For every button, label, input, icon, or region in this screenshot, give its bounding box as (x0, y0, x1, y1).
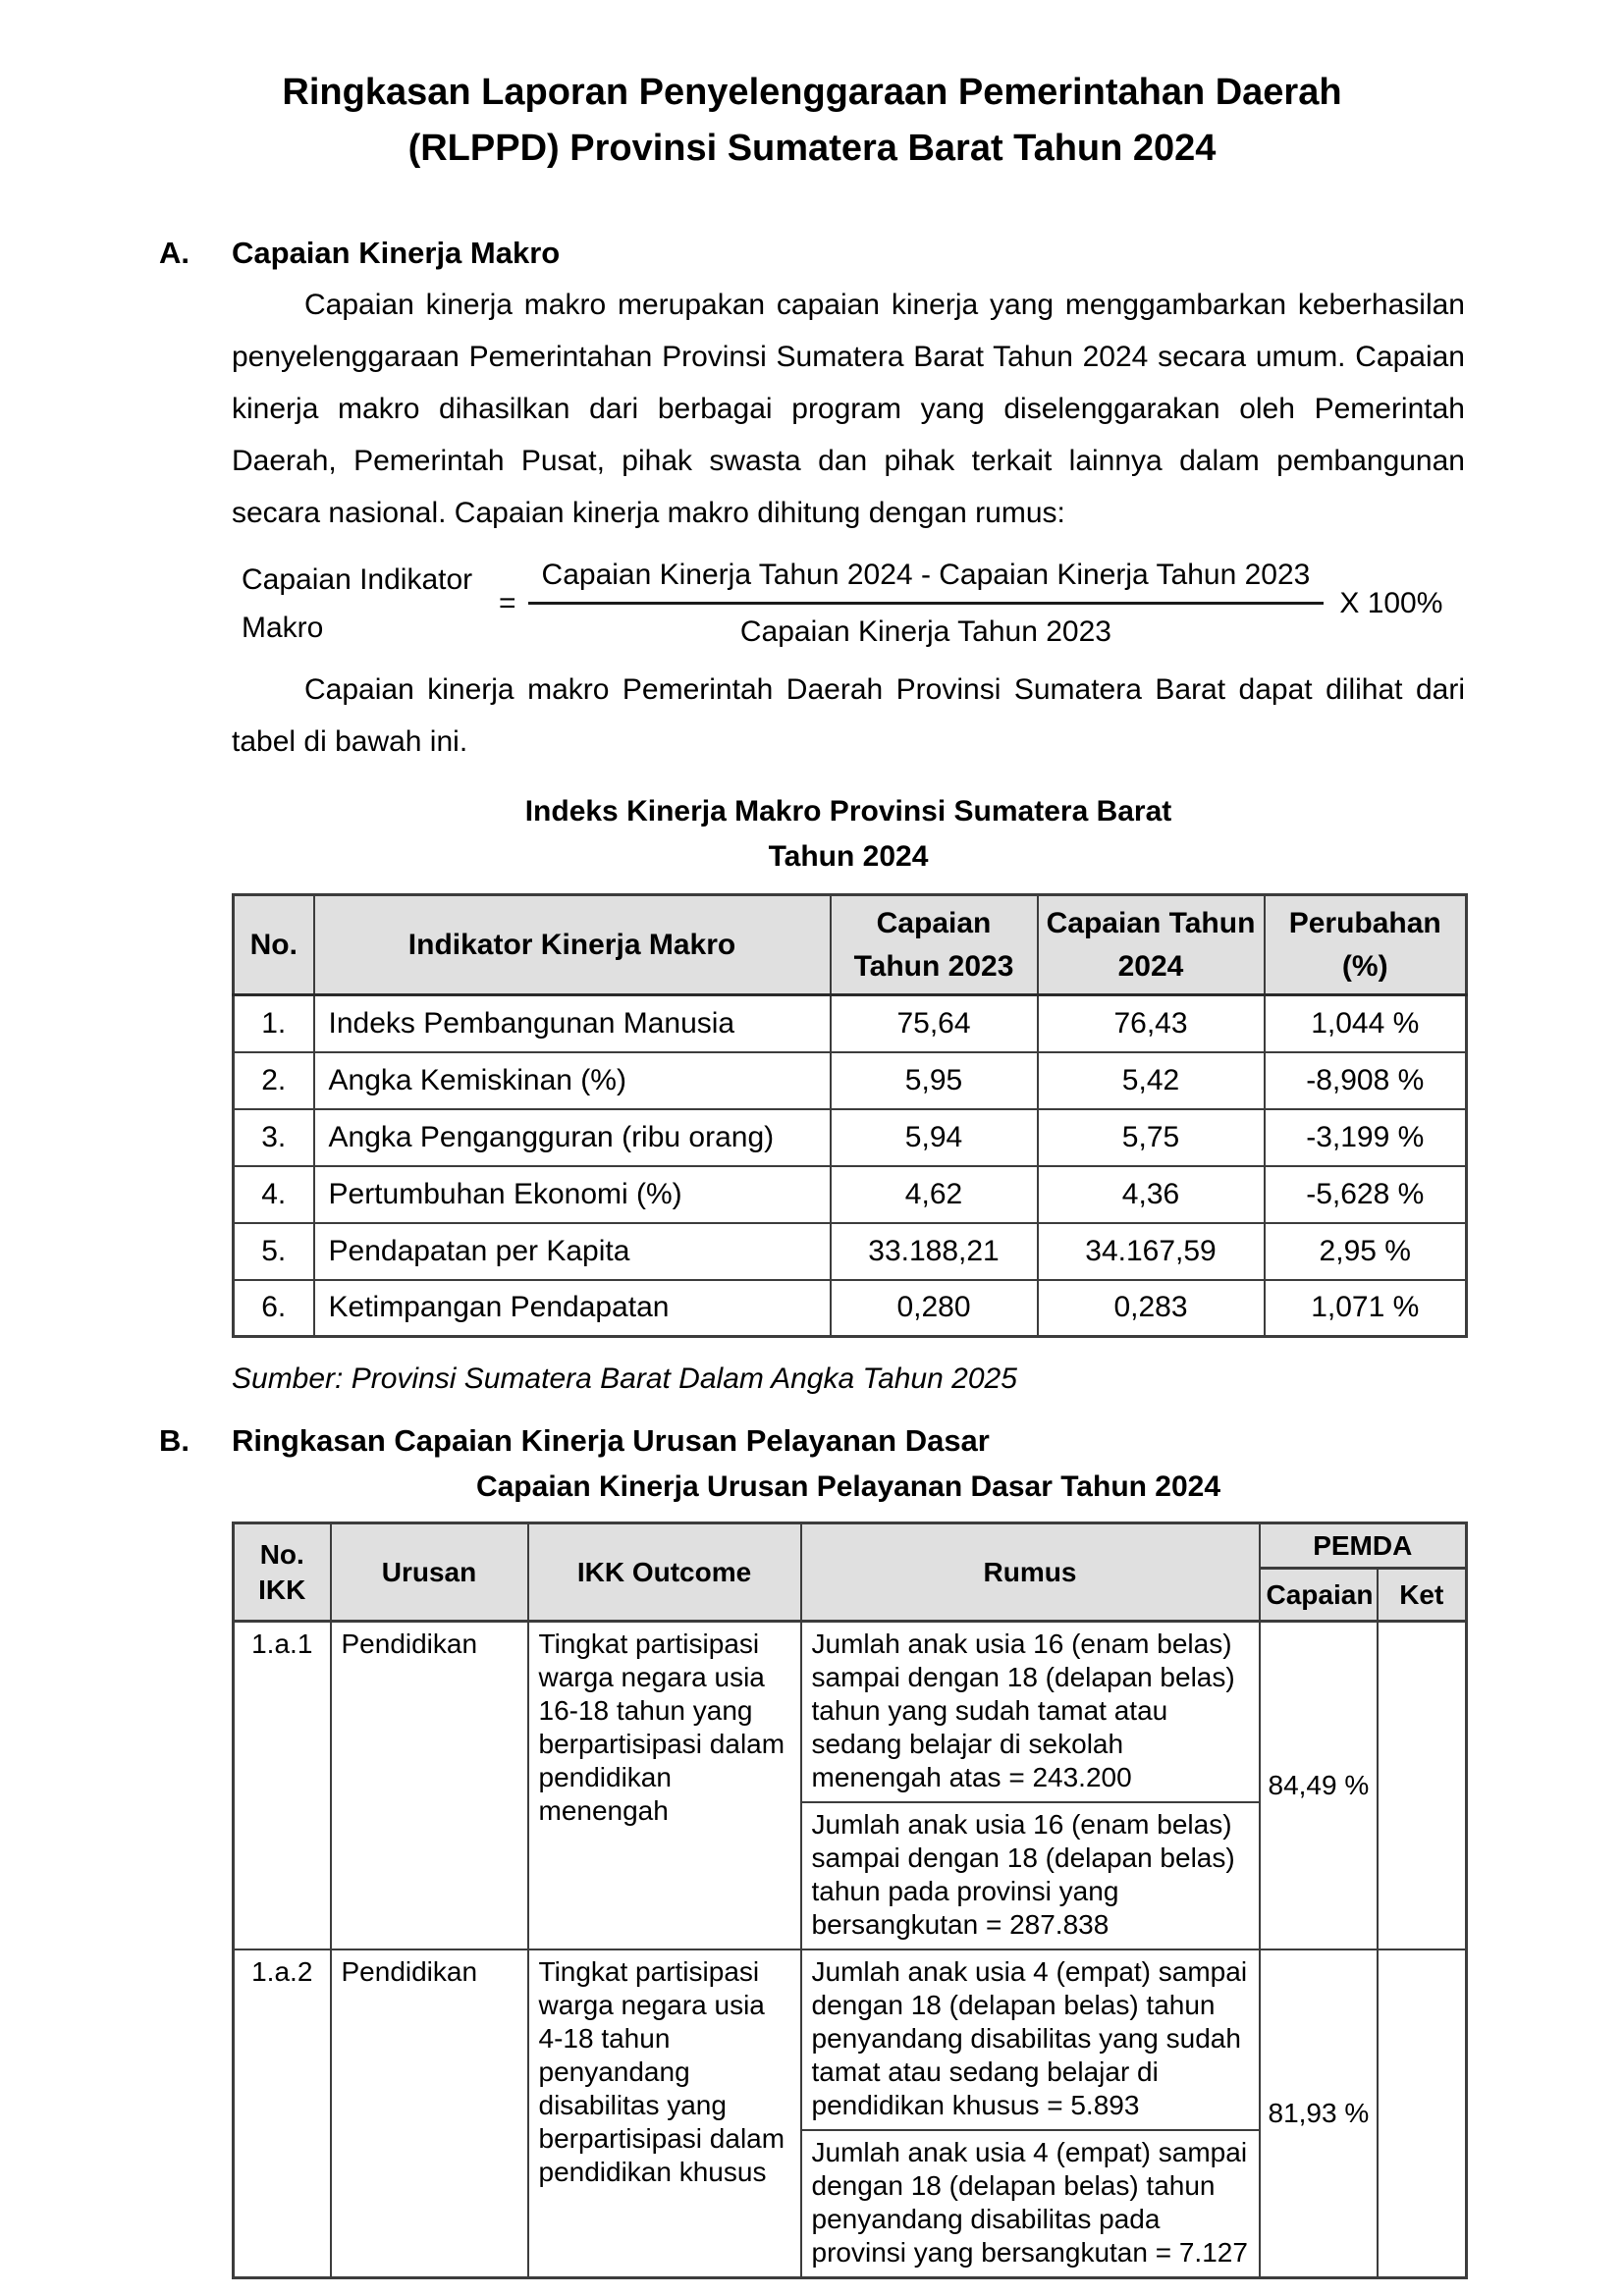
document-title-line1: Ringkasan Laporan Penyelenggaraan Pemerintahan Daerah (282, 72, 1342, 113)
table-row (234, 1223, 1467, 1280)
macro-table-header (234, 895, 1467, 995)
cell-capaian: 81,93 % (1260, 1949, 1378, 2278)
cell-rumus-denominator: Jumlah anak usia 16 (enam belas) sampai dengan 18 (delapan belas) tahun pada provinsi yang bersangkutan = 287.838 (801, 1802, 1260, 1949)
cell-no: 1. (234, 995, 314, 1052)
cell-perubahan: -3,199 % (1265, 1109, 1467, 1166)
cell-capaian-2024: 34.167,59 (1038, 1223, 1265, 1280)
cell-capaian-2023: 0,280 (831, 1280, 1038, 1337)
cell-capaian-2024: 0,283 (1038, 1280, 1265, 1337)
macro-formula (242, 551, 1547, 656)
service-table-title: Capaian Kinerja Urusan Pelayanan Dasar Tahun 2024 (475, 1470, 1221, 1503)
header-no: No. (234, 895, 314, 995)
cell-perubahan: 2,95 % (1265, 1223, 1467, 1280)
header-rumus: Rumus (801, 1523, 1260, 1622)
header-capaian-2023: Capaian Tahun 2023 (831, 895, 1038, 995)
cell-rumus-numerator: Jumlah anak usia 16 (enam belas) sampai dengan 18 (delapan belas) tahun yang sudah tamat atau sedang belajar di sekolah menengah atas = 243.200 (801, 1622, 1260, 1803)
header-urusan: Urusan (331, 1523, 528, 1622)
cell-ikk-outcome: Tingkat partisipasi warga negara usia 4-18 tahun penyandang disabilitas yang berpartisipasi dalam pendidikan khusus (528, 1949, 801, 2278)
table-row (234, 1280, 1467, 1337)
formula-denominator: Capaian Kinerja Tahun 2023 (739, 615, 1111, 648)
cell-capaian: 84,49 % (1260, 1622, 1378, 1950)
header-pemda: PEMDA (1260, 1523, 1467, 1569)
cell-indicator: Indeks Pembangunan Manusia (314, 995, 831, 1052)
table-row (234, 1109, 1467, 1166)
formula-label-line2: Makro (242, 611, 324, 644)
header-capaian-2024: Capaian Tahun 2024 (1038, 895, 1265, 995)
macro-indicators-table (232, 893, 1468, 1338)
service-performance-table (232, 1522, 1468, 2279)
table-row (234, 1052, 1467, 1109)
section-a-title: Capaian Kinerja Makro (232, 236, 561, 270)
header-no-ikk: No. IKK (234, 1523, 331, 1622)
section-a-paragraph-2: Capaian kinerja makro Pemerintah Daerah Provinsi Sumatera Barat dapat dilihat dari tabel di bawah ini. (232, 673, 1465, 758)
section-a-paragraph-1: Capaian kinerja makro merupakan capaian kinerja yang menggambarkan keberhasilan penyelenggaraan Pemerintahan Provinsi Sumatera Barat Tahun 2024 secara umum. Capaian kinerja makro dihasilkan dari berbagai program yang diselenggarakan oleh Pemerintah Daerah, Pemerintah Pusat, pihak swasta dan pihak terkait lainnya dalam pembangunan secara nasional. Capaian kinerja makro dihitung dengan rumus: (232, 289, 1465, 529)
document-title-line2: (RLPPD) Provinsi Sumatera Barat Tahun 2024 (407, 128, 1217, 169)
cell-rumus-numerator: Jumlah anak usia 4 (empat) sampai dengan 18 (delapan belas) tahun penyandang disabilitas yang sudah tamat atau sedang belajar di pendidikan khusus = 5.893 (801, 1949, 1260, 2130)
formula-numerator: Capaian Kinerja Tahun 2024 - Capaian Kinerja Tahun 2023 (528, 551, 1325, 605)
cell-rumus-denominator: Jumlah anak usia 4 (empat) sampai dengan 18 (delapan belas) tahun penyandang disabilitas pada provinsi yang bersangkutan = 7.127 (801, 2130, 1260, 2278)
cell-capaian-2024: 5,75 (1038, 1109, 1265, 1166)
cell-ikk-outcome: Tingkat partisipasi warga negara usia 16-18 tahun yang berpartisipasi dalam pendidikan menengah (528, 1622, 801, 1950)
formula-fraction (528, 551, 1325, 656)
cell-indicator: Angka Kemiskinan (%) (314, 1052, 831, 1109)
formula-label (242, 556, 499, 652)
header-perubahan: Perubahan (%) (1265, 895, 1467, 995)
cell-indicator: Pendapatan per Kapita (314, 1223, 831, 1280)
document-title (159, 65, 1465, 177)
formula-multiplier: X 100% (1339, 587, 1443, 619)
cell-perubahan: -5,628 % (1265, 1166, 1467, 1223)
cell-no: 6. (234, 1280, 314, 1337)
table-row (234, 1949, 1467, 2130)
formula-equals-sign: = (499, 587, 516, 619)
cell-ket (1378, 1949, 1467, 2278)
macro-table-title-line1: Indeks Kinerja Makro Provinsi Sumatera Barat (524, 795, 1172, 828)
cell-indicator: Ketimpangan Pendapatan (314, 1280, 831, 1337)
header-indicator: Indikator Kinerja Makro (314, 895, 831, 995)
cell-indicator: Pertumbuhan Ekonomi (%) (314, 1166, 831, 1223)
cell-capaian-2024: 5,42 (1038, 1052, 1265, 1109)
formula-label-line1: Capaian Indikator (242, 562, 473, 596)
section-a-label: A. (159, 236, 189, 270)
header-ikk-outcome: IKK Outcome (528, 1523, 801, 1622)
section-b-heading (159, 1423, 1465, 1459)
cell-urusan: Pendidikan (331, 1622, 528, 1950)
section-b-label: B. (159, 1423, 189, 1458)
cell-no-ikk: 1.a.1 (234, 1622, 331, 1950)
cell-capaian-2023: 5,94 (831, 1109, 1038, 1166)
table-source-note: Sumber: Provinsi Sumatera Barat Dalam Angka Tahun 2025 (232, 1362, 1017, 1395)
service-table-header (234, 1523, 1467, 1622)
cell-no-ikk: 1.a.2 (234, 1949, 331, 2278)
table-row (234, 995, 1467, 1052)
cell-no: 4. (234, 1166, 314, 1223)
cell-perubahan: 1,071 % (1265, 1280, 1467, 1337)
cell-capaian-2023: 33.188,21 (831, 1223, 1038, 1280)
table-row (234, 1622, 1467, 1803)
cell-no: 5. (234, 1223, 314, 1280)
cell-urusan: Pendidikan (331, 1949, 528, 2278)
header-capaian: Capaian (1260, 1569, 1378, 1622)
cell-capaian-2023: 75,64 (831, 995, 1038, 1052)
cell-indicator: Angka Pengangguran (ribu orang) (314, 1109, 831, 1166)
cell-capaian-2024: 4,36 (1038, 1166, 1265, 1223)
macro-table-title (232, 789, 1465, 880)
cell-capaian-2023: 5,95 (831, 1052, 1038, 1109)
section-b-title: Ringkasan Capaian Kinerja Urusan Pelayanan Dasar (232, 1423, 990, 1458)
cell-perubahan: -8,908 % (1265, 1052, 1467, 1109)
cell-no: 3. (234, 1109, 314, 1166)
header-ket: Ket (1378, 1569, 1467, 1622)
section-a-heading (159, 236, 1465, 271)
cell-ket (1378, 1622, 1467, 1950)
table-row (234, 1166, 1467, 1223)
cell-no: 2. (234, 1052, 314, 1109)
macro-table-title-line2: Tahun 2024 (768, 840, 929, 873)
cell-capaian-2024: 76,43 (1038, 995, 1265, 1052)
cell-perubahan: 1,044 % (1265, 995, 1467, 1052)
cell-capaian-2023: 4,62 (831, 1166, 1038, 1223)
